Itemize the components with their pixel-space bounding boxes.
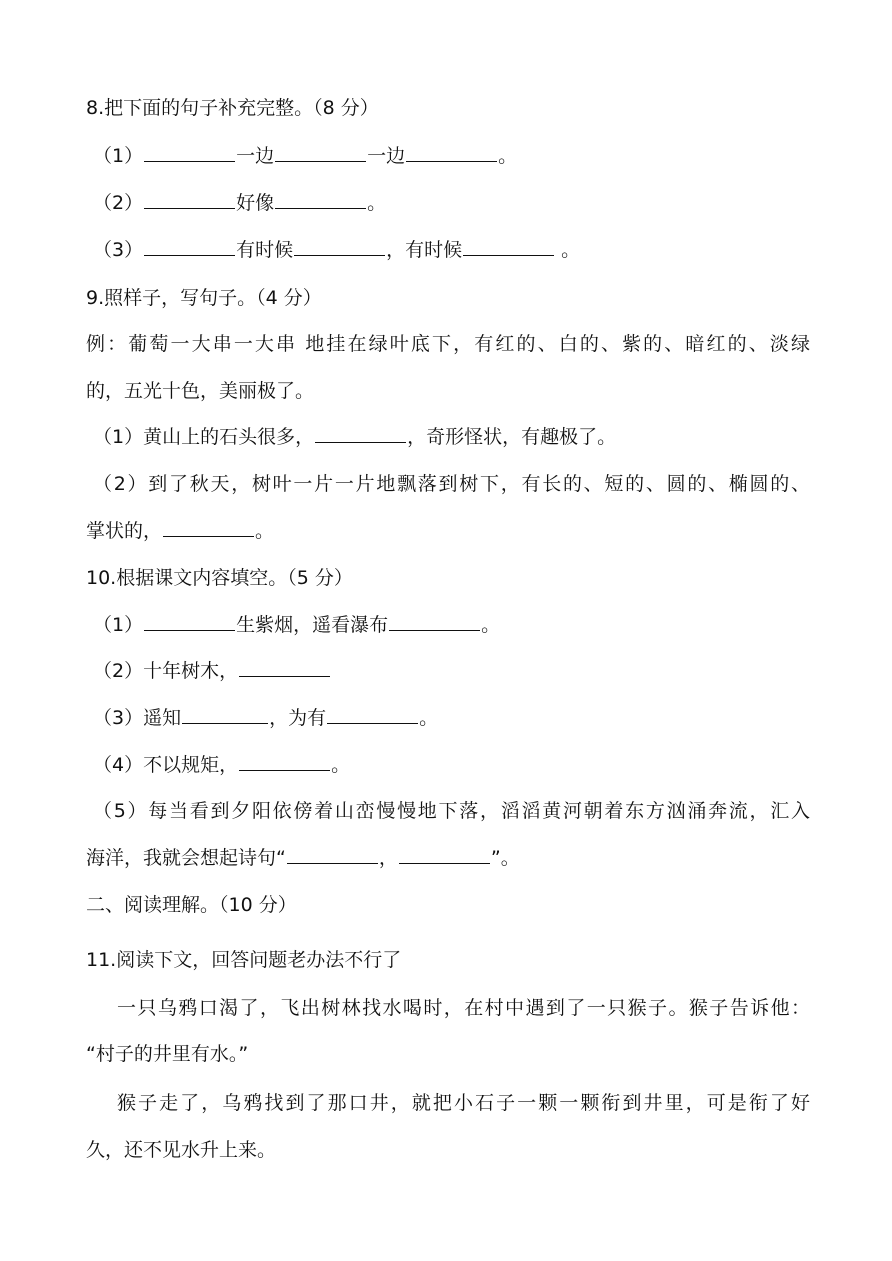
blank[interactable]	[287, 846, 378, 864]
item-text: ”。	[490, 847, 520, 869]
q11-para-2-line-2: 久，还不见水升上来。	[86, 1139, 277, 1161]
item-number: （1）	[93, 426, 144, 448]
item-text: 不以规矩，	[143, 754, 239, 776]
item-number: （3）	[93, 707, 144, 729]
blank[interactable]	[144, 613, 235, 631]
item-text: 十年树木，	[143, 660, 239, 682]
q10-item-1	[93, 611, 817, 639]
q10-item-4	[93, 751, 817, 779]
blank[interactable]	[399, 846, 490, 864]
item-text: ，为有	[269, 707, 327, 729]
blank[interactable]	[463, 238, 554, 256]
q9-item-1	[93, 423, 817, 451]
item-text: 。	[481, 614, 501, 636]
q11-title: 11.阅读下文，回答问题老办法不行了	[86, 949, 402, 971]
item-text: 掌状的，	[86, 520, 163, 542]
blank[interactable]	[294, 238, 385, 256]
blank[interactable]	[239, 659, 330, 677]
q9-example-line-2: 的，五光十色，美丽极了。	[86, 380, 315, 402]
q8-item-1	[93, 142, 817, 170]
item-text: 生紫烟，遥看瀑布	[236, 614, 389, 636]
q11-para-1-line-1: 一只乌鸦口渴了，飞出树林找水喝时，在村中遇到了一只猴子。猴子告诉他：	[117, 997, 810, 1019]
q10-item-2	[93, 657, 817, 685]
blank[interactable]	[315, 425, 406, 443]
blank[interactable]	[275, 144, 366, 162]
item-text: ，奇形怪状，有趣极了。	[407, 426, 617, 448]
q10-title: 10.根据课文内容填空。（5 分）	[86, 567, 353, 589]
item-text: 遥知	[143, 707, 182, 729]
item-number: （1）	[93, 145, 144, 167]
item-text: 一边	[367, 145, 406, 167]
blank[interactable]	[182, 706, 268, 724]
item-text: 海洋，我就会想起诗句“	[86, 847, 286, 869]
q9-example-line-1: 例：葡萄一大串一大串 地挂在绿叶底下，有红的、白的、紫的、暗红的、淡绿	[86, 333, 810, 355]
blank[interactable]	[406, 144, 497, 162]
section-2-title: 二、阅读理解。（10 分）	[86, 894, 297, 916]
q11-para-1-line-2: “村子的井里有水。”	[86, 1043, 249, 1065]
blank[interactable]	[144, 238, 235, 256]
blank[interactable]	[163, 519, 254, 537]
blank[interactable]	[144, 191, 235, 209]
item-text: 。	[331, 754, 351, 776]
item-text: 一边	[236, 145, 275, 167]
blank[interactable]	[144, 144, 235, 162]
blank[interactable]	[239, 753, 330, 771]
blank[interactable]	[275, 191, 366, 209]
item-text: 。	[498, 145, 518, 167]
item-number: （2）	[93, 192, 144, 214]
item-text: ，有时候	[386, 239, 463, 261]
item-number: （2）	[93, 660, 144, 682]
item-number: （4）	[93, 754, 144, 776]
item-text: 。	[419, 707, 439, 729]
item-text: 。	[367, 192, 387, 214]
q9-item-2-line-1: （2）到了秋天，树叶一片一片地飘落到树下，有长的、短的、圆的、椭圆的、	[93, 473, 810, 495]
q11-para-2-line-1: 猴子走了，乌鸦找到了那口井，就把小石子一颗一颗衔到井里，可是衔了好	[117, 1092, 810, 1114]
q10-item-5-line-2	[86, 844, 810, 872]
item-number: （3）	[93, 239, 144, 261]
q8-item-2	[93, 189, 817, 217]
q9-item-2-line-2	[86, 517, 810, 545]
q10-item-3	[93, 704, 817, 732]
item-text: 黄山上的石头很多，	[143, 426, 315, 448]
blank[interactable]	[327, 706, 418, 724]
q8-title: 8.把下面的句子补充完整。（8 分）	[86, 97, 379, 119]
item-number: （1）	[93, 614, 144, 636]
item-text: 有时候	[236, 239, 294, 261]
blank[interactable]	[389, 613, 480, 631]
item-text: 。	[255, 520, 275, 542]
item-text: 。	[555, 239, 581, 261]
item-text: 好像	[236, 192, 275, 214]
q9-title: 9.照样子，写句子。（4 分）	[86, 287, 322, 309]
item-text: ，	[378, 847, 398, 869]
q8-item-3	[93, 236, 817, 264]
q10-item-5-line-1: （5）每当看到夕阳依傍着山峦慢慢地下落，滔滔黄河朝着东方汹涌奔流，汇入	[93, 800, 810, 822]
